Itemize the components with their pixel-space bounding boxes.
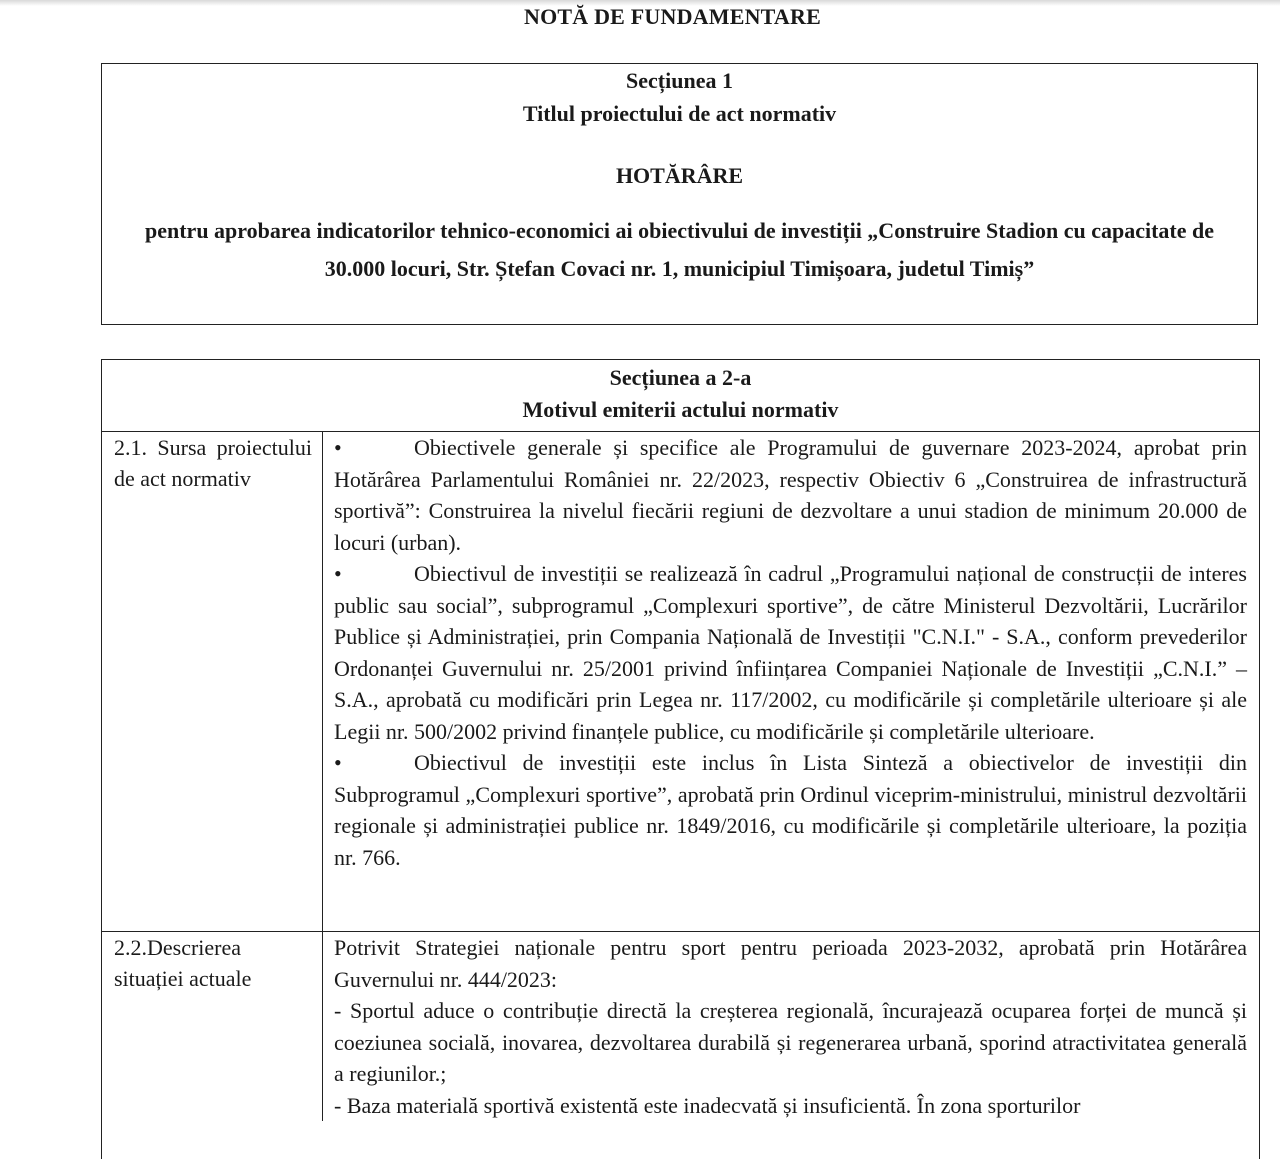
row-label: 2.2.Descrierea situației actuale <box>102 932 323 1121</box>
row-label: 2.1. Sursa proiectului de act normativ <box>102 432 323 931</box>
table-row-2-1 <box>102 432 1259 932</box>
act-title: pentru aprobarea indicatorilor tehnico-economici ai obiectivului de investiții „Construire Stadion cu capacitate de 30.000 locuri, Str. Ștefan Covaci nr. 1, municipiul Timișoara, judetul Timiș” <box>145 218 1214 281</box>
row-content <box>323 932 1259 1121</box>
section-2-box <box>101 359 1260 1159</box>
bullet-text: Obiectivele generale și specifice ale Programului de guvernare 2023-2024, aprobat prin Hotărârea Parlamentului României nr. 22/2023, respectiv Obiectiv 6 „Construirea de infrastructură sportivă”: Construirea la nivelul fiecării regiuni de dezvoltare a unui stadion de minimum 20.000 de locuri (urban). <box>334 435 1247 555</box>
paragraph: - Sportul aduce o contribuție directă la creșterea regională, încurajează ocuparea forței de muncă și coeziunea socială, inovarea, dezvoltarea durabilă și regenerarea urbană, sporind atractivitatea generală a regiunilor.; <box>334 998 1247 1086</box>
bullet-text: Obiectivul de investiții se realizează în cadrul „Programului național de construcții de interes public sau social”, subprogramul „Complexuri sportive”, de către Ministerul Dezvoltării, Lucrărilor Publice și Administrației, prin Compania Națională de Investiții "C.N.I." - S.A., conform prevederilor Ordonanței Guvernului nr. 25/2001 privind înființarea Companiei Naționale de Investiții „C.N.I.” – S.A., aprobată cu modificări prin Legea nr. 117/2002, cu modificările și completările ulterioare și ale Legii nr. 500/2002 privind finanțele publice, cu modificările și completările ulterioare. <box>334 561 1247 744</box>
bullet-icon: • <box>334 750 342 775</box>
section-1-heading: Secțiunea 1 <box>626 68 733 93</box>
section-1-subheading: Titlul proiectului de act normativ <box>522 101 837 126</box>
bullet-text: Obiectivul de investiții este inclus în Lista Sinteză a obiectivelor de investiții din Subprogramul „Complexuri sportive”, aprobată prin Ordinul viceprim-ministrului, ministrul dezvoltării regionale și administrației publice nr. 1849/2016, cu modificările și completările ulterioare, la poziția nr. 766. <box>334 750 1247 870</box>
act-type: HOTĂRÂRE <box>615 163 744 188</box>
bullet-item <box>334 432 1247 558</box>
bullet-item <box>334 747 1247 873</box>
bullet-icon: • <box>334 561 342 586</box>
paragraph: - Baza materială sportivă existentă este inadecvată și insuficientă. În zona sporturilor <box>334 1092 1081 1118</box>
paragraph: Potrivit Strategiei naționale pentru sport pentru perioada 2023-2032, aprobată prin Hotărârea Guvernului nr. 444/2023: <box>334 935 1247 992</box>
section-2-header <box>102 360 1259 432</box>
row-content <box>323 432 1259 931</box>
bullet-icon: • <box>334 435 342 460</box>
bullet-item <box>334 558 1247 747</box>
section-2-heading: Secțiunea a 2-a <box>609 365 752 390</box>
section-1-box <box>101 63 1258 325</box>
table-row-2-2 <box>102 932 1259 1121</box>
section-2-subheading: Motivul emiterii actului normativ <box>522 397 839 422</box>
document-title: NOTĂ DE FUNDAMENTARE <box>524 4 821 29</box>
